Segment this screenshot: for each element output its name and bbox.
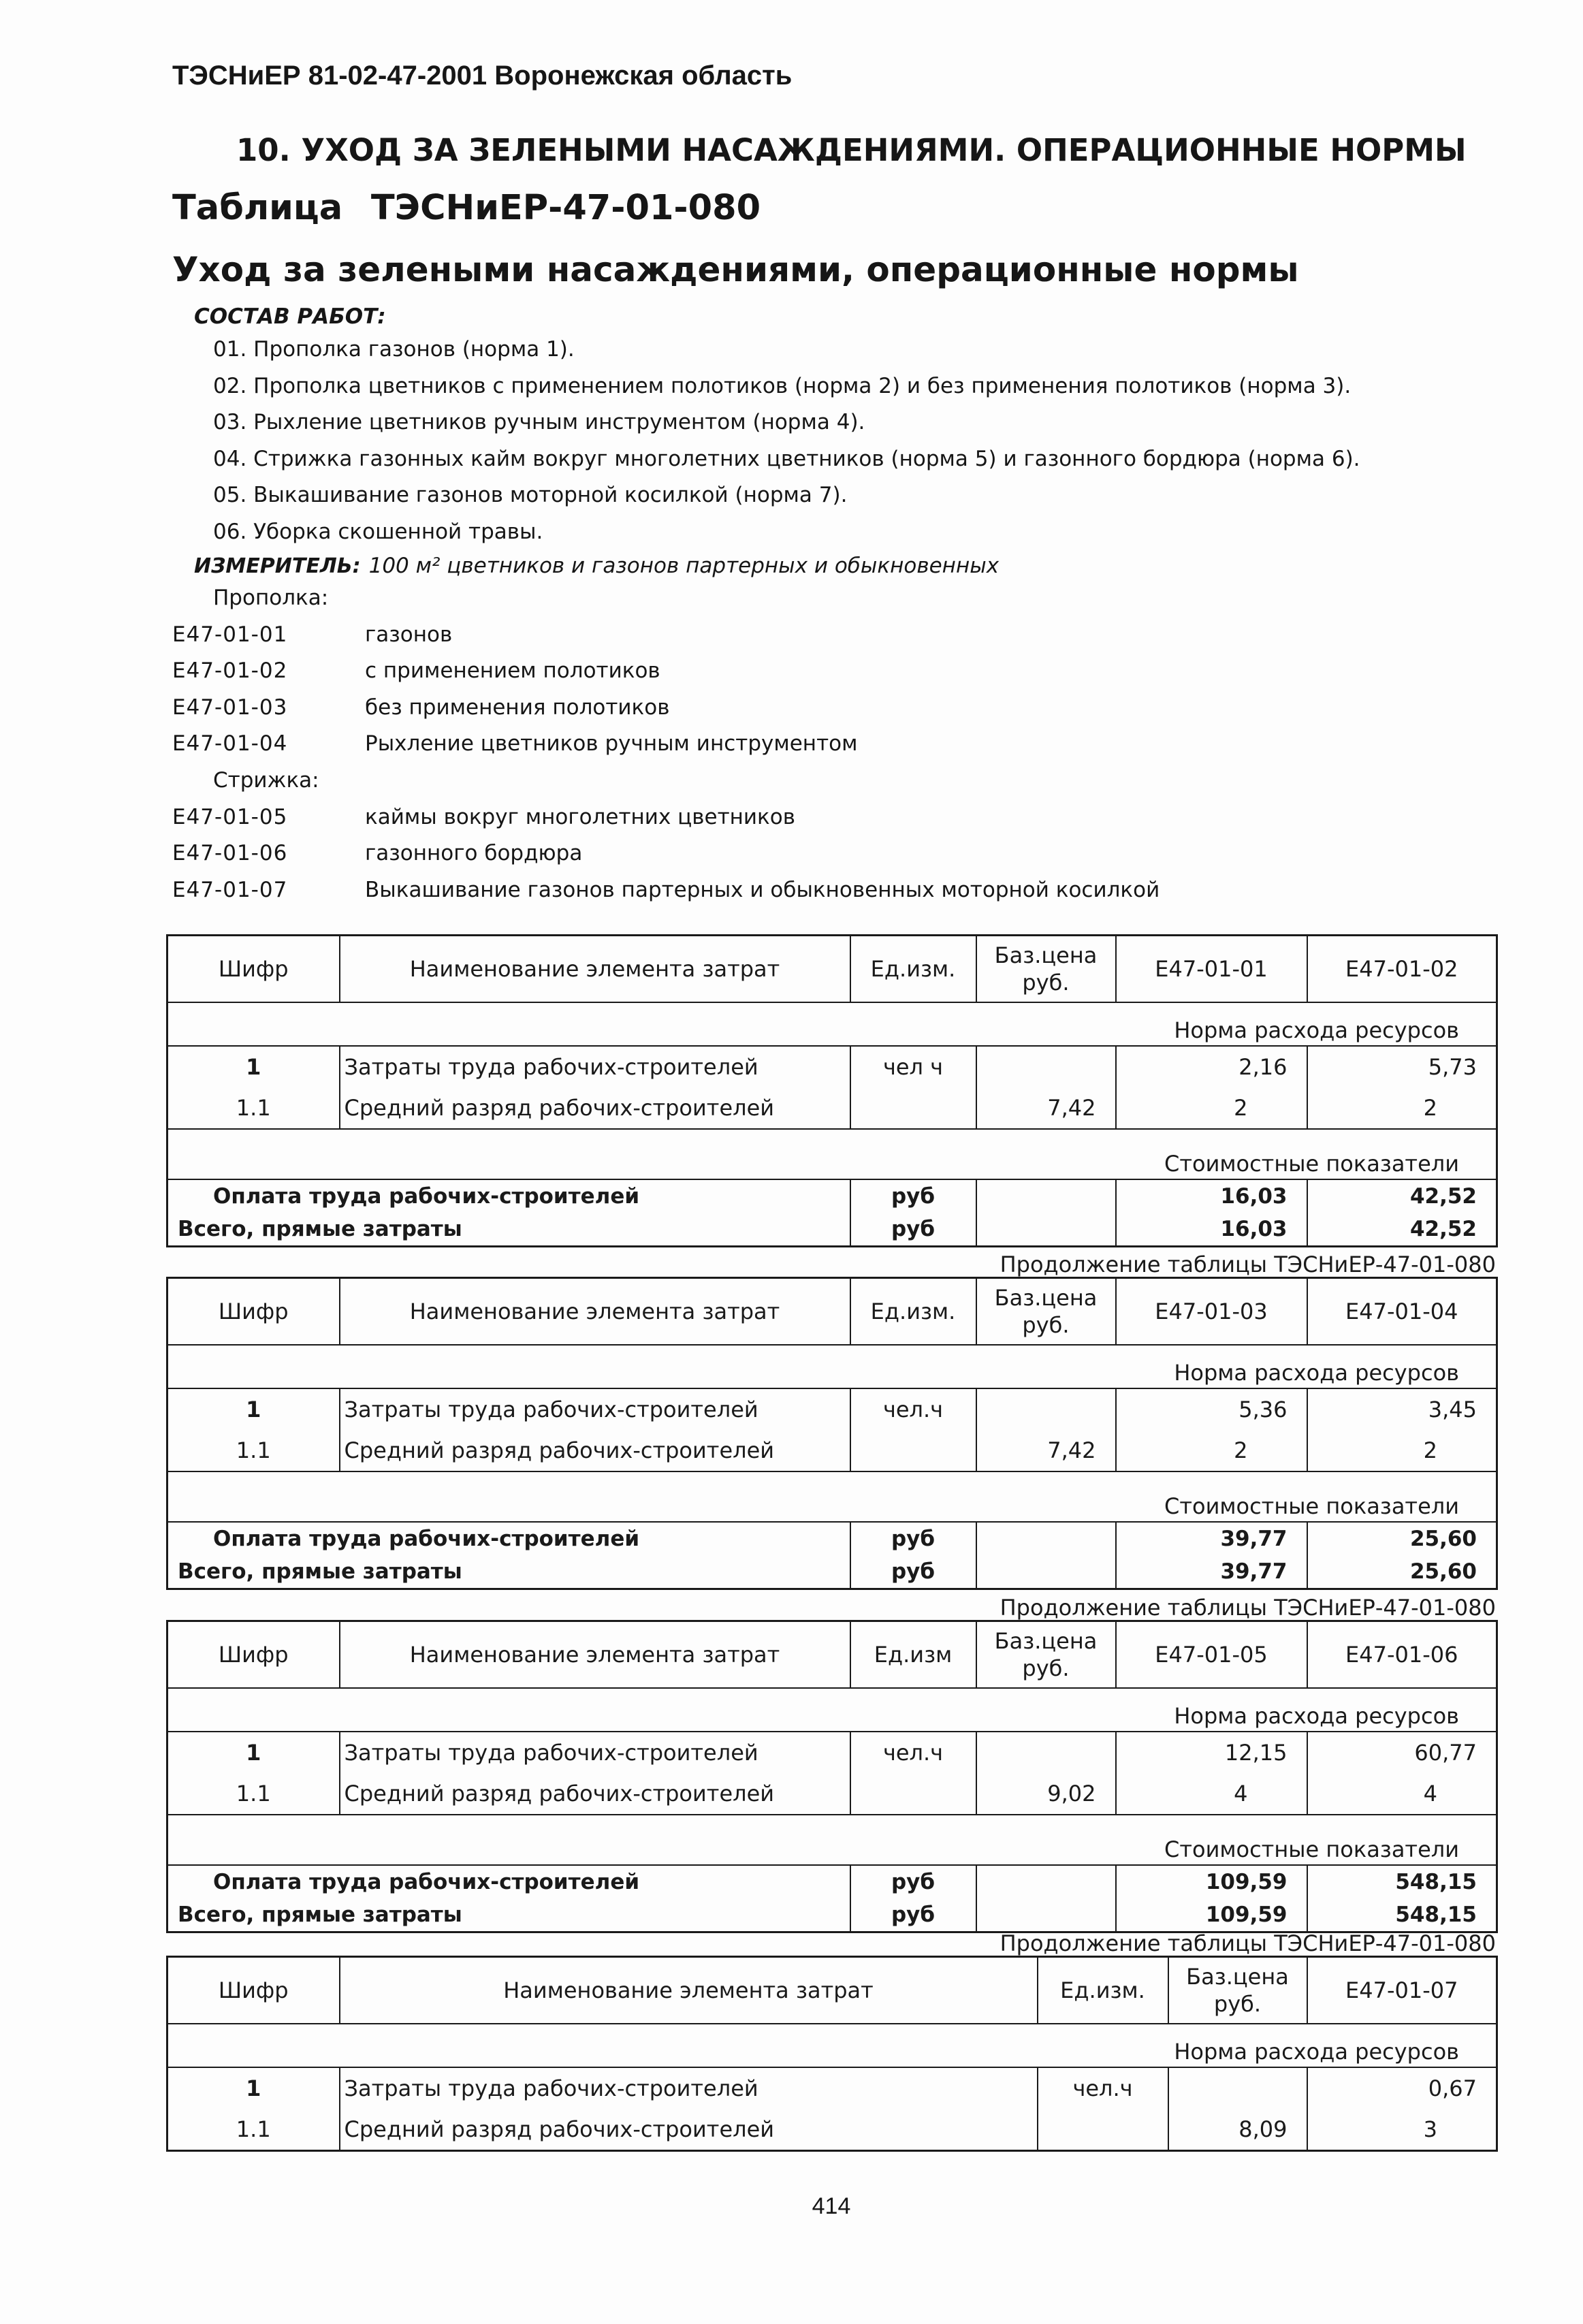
column-header-cost-element [340,1278,850,1346]
table-header-row [167,1278,1497,1346]
total-value: 25,60 [1307,1555,1497,1589]
cell-unit [850,1087,976,1129]
norm-group-row [172,580,1466,617]
norm-section-label: Норма расхода ресурсов [167,1345,1497,1388]
header-text: Баз.цена [1186,1964,1289,1990]
cell-code: 1 [167,1732,340,1773]
total-value: 39,77 [1116,1555,1307,1589]
norm-group-row [172,763,1466,799]
cell-cost-element: Затраты труда рабочих-строителей [340,2067,1038,2109]
cost-section-label: Стоимостные показатели [167,1471,1497,1522]
column-header-cost-element [340,1957,1038,2024]
cell-cost-element: Средний разряд рабочих-строителей [340,1430,850,1471]
total-value: 42,52 [1307,1213,1497,1247]
work-composition-item: 02. Прополка цветников с применением полотиков (норма 2) и без применения полотиков (норма 3). [213,373,1352,398]
total-row [167,1865,1497,1898]
work-composition-label: СОСТАВ РАБОТ: [194,304,386,329]
norm-row [172,617,1466,654]
table-row [167,1046,1497,1087]
cell-unit: чел ч [850,1046,976,1087]
table-row [167,2067,1497,2109]
cell-unit: чел.ч [850,1732,976,1773]
header-text: Шифр [218,1977,289,2003]
total-value: 548,15 [1307,1865,1497,1898]
norm-description: каймы вокруг многолетних цветников [365,804,796,829]
cell-code: 1 [167,2067,340,2109]
header-text: Е47-01-01 [1155,956,1268,982]
work-composition-item: 04. Стрижка газонных кайм вокруг многолетних цветников (норма 5) и газонного бордюра (норма 6). [213,446,1360,471]
cell-norm-value: 5,73 [1307,1046,1497,1087]
header-text: Наименование элемента затрат [409,1299,780,1324]
cell-unit: чел.ч [1038,2067,1168,2109]
table-row [167,1773,1497,1815]
cell-norm-value: 3,45 [1307,1388,1497,1430]
cell-norm-value: 2 [1307,1087,1497,1129]
cell-base-price: 9,02 [976,1773,1116,1815]
resource-norms-table [166,1277,1498,1590]
cell-cost-element: Затраты труда рабочих-строителей [340,1046,850,1087]
norm-group-label: Стрижка: [213,767,319,793]
resource-table-block [166,1595,1496,1933]
cell-cost-element: Средний разряд рабочих-строителей [340,1773,850,1815]
column-header-norm-code [1307,1278,1497,1346]
cell-cost-element: Затраты труда рабочих-строителей [340,1388,850,1430]
total-value: 16,03 [1116,1179,1307,1213]
total-value: 548,15 [1307,1898,1497,1932]
total-value: 25,60 [1307,1522,1497,1555]
norm-description: Выкашивание газонов партерных и обыкновенных моторной косилкой [365,877,1160,902]
norm-section-label: Норма расхода ресурсов [167,2024,1497,2067]
cell-cost-element: Затраты труда рабочих-строителей [340,1732,850,1773]
header-text: Ед.изм. [870,956,956,982]
cell-unit: чел.ч [850,1388,976,1430]
total-label: Оплата труда рабочих-строителей [167,1522,850,1555]
cost-section-row [167,1815,1497,1865]
table-continuation-caption: Продолжение таблицы ТЭСНиЕР-47-01-080 [1000,1595,1496,1621]
section-title: 10. УХОД ЗА ЗЕЛЕНЫМИ НАСАЖДЕНИЯМИ. ОПЕРАЦИОННЫЕ НОРМЫ [236,132,1467,168]
total-unit: руб [850,1898,976,1932]
column-header-norm-code [1116,936,1307,1003]
table-row [167,1732,1497,1773]
norm-row [172,835,1466,872]
header-text: Ед.изм. [870,1299,956,1324]
cell-code: 1 [167,1388,340,1430]
column-header-unit [850,1621,976,1689]
cell-base-price [976,1732,1116,1773]
header-text: Е47-01-02 [1345,956,1458,982]
norm-row [172,872,1466,909]
table-row [167,1430,1497,1471]
total-base-price [976,1865,1116,1898]
column-header-norm-code [1116,1621,1307,1689]
cell-norm-value: 4 [1307,1773,1497,1815]
header-text: руб. [1022,1655,1070,1681]
header-text: Шифр [218,1299,289,1324]
table-row [167,2109,1497,2151]
cell-code: 1.1 [167,1087,340,1129]
cell-norm-value: 2 [1116,1430,1307,1471]
header-text: руб. [1022,1312,1070,1338]
resource-norms-table [166,1956,1498,2152]
norm-code: Е47-01-02 [172,658,288,684]
cost-section-label: Стоимостные показатели [167,1815,1497,1865]
running-header: ТЭСНиЕР 81-02-47-2001 Воронежская область [172,61,793,91]
total-label: Оплата труда рабочих-строителей [167,1865,850,1898]
cell-norm-value: 2 [1116,1087,1307,1129]
cell-norm-value: 2 [1307,1430,1497,1471]
page-number: 414 [812,2193,851,2219]
total-value: 109,59 [1116,1898,1307,1932]
table-row [167,1388,1497,1430]
total-unit: руб [850,1865,976,1898]
column-header-code [167,1278,340,1346]
resource-norms-table [166,1620,1498,1933]
column-header-code [167,1957,340,2024]
norm-code: Е47-01-05 [172,804,288,829]
header-text: Наименование элемента затрат [409,1642,780,1668]
table-title: Таблица ТЭСНиЕР-47-01-080 [172,188,761,228]
total-row [167,1522,1497,1555]
norm-row [172,653,1466,690]
cell-norm-value: 4 [1116,1773,1307,1815]
table-continuation-caption: Продолжение таблицы ТЭСНиЕР-47-01-080 [1000,1252,1496,1277]
total-unit: руб [850,1522,976,1555]
header-text: Баз.цена [994,1285,1098,1311]
header-text: Е47-01-06 [1345,1642,1458,1668]
work-composition-item: 05. Выкашивание газонов моторной косилкой (норма 7). [213,483,848,508]
column-header-base-price [1168,1957,1307,2024]
norm-code: Е47-01-06 [172,841,288,866]
norm-row [172,799,1466,836]
cell-unit [1038,2109,1168,2151]
measure-line [194,552,999,580]
column-header-norm-code [1307,1957,1497,2024]
total-label: Всего, прямые затраты [167,1898,850,1932]
column-header-norm-code [1307,1621,1497,1689]
total-row [167,1179,1497,1213]
cell-unit [850,1430,976,1471]
norm-section-row [167,1002,1497,1046]
norm-group-label: Прополка: [213,586,329,610]
column-header-unit [1038,1957,1168,2024]
cell-norm-value: 2,16 [1116,1046,1307,1087]
work-composition-item: 01. Прополка газонов (норма 1). [213,337,575,362]
column-header-code [167,1621,340,1689]
header-text: Наименование элемента затрат [409,956,780,982]
total-base-price [976,1179,1116,1213]
column-header-base-price [976,936,1116,1003]
total-base-price [976,1522,1116,1555]
cell-norm-value: 60,77 [1307,1732,1497,1773]
norm-code: Е47-01-04 [172,731,288,757]
header-text: Шифр [218,1642,289,1668]
header-text: Ед.изм. [1060,1977,1145,2003]
cell-base-price [976,1046,1116,1087]
norm-section-row [167,2024,1497,2067]
table-row [167,1087,1497,1129]
total-row [167,1555,1497,1589]
header-text: Баз.цена [994,942,1098,968]
total-row [167,1898,1497,1932]
norm-description: без применения полотиков [365,695,670,720]
column-header-unit [850,936,976,1003]
total-base-price [976,1555,1116,1589]
norm-code: Е47-01-07 [172,877,288,902]
header-text: Шифр [218,956,289,982]
cell-norm-value: 12,15 [1116,1732,1307,1773]
cell-unit [850,1773,976,1815]
cell-code: 1.1 [167,1773,340,1815]
column-header-base-price [976,1621,1116,1689]
total-base-price [976,1213,1116,1247]
measure-value: 100 м² цветников и газонов партерных и обыкновенных [368,554,1000,578]
total-label: Оплата труда рабочих-строителей [167,1179,850,1213]
header-text: Е47-01-04 [1345,1299,1458,1324]
norm-section-label: Норма расхода ресурсов [167,1002,1497,1046]
work-composition-item: 06. Уборка скошенной травы. [213,519,543,544]
header-text: Е47-01-05 [1155,1642,1268,1668]
total-value: 42,52 [1307,1179,1497,1213]
norm-code: Е47-01-01 [172,622,288,647]
cell-norm-value: 3 [1307,2109,1497,2151]
total-value: 16,03 [1116,1213,1307,1247]
cell-base-price: 8,09 [1168,2109,1307,2151]
work-composition-list [213,332,1360,551]
cell-cost-element: Средний разряд рабочих-строителей [340,2109,1038,2151]
norm-description: газонов [365,622,453,647]
cell-code: 1.1 [167,1430,340,1471]
table-header-row [167,1957,1497,2024]
column-header-code [167,936,340,1003]
table-header-row [167,936,1497,1003]
norm-section-label: Норма расхода ресурсов [167,1688,1497,1732]
column-header-base-price [976,1278,1116,1346]
header-text: Е47-01-03 [1155,1299,1268,1324]
cell-norm-value: 5,36 [1116,1388,1307,1430]
resource-table-block [166,1930,1496,2152]
cell-base-price: 7,42 [976,1430,1116,1471]
cell-base-price [1168,2067,1307,2109]
total-label: Всего, прямые затраты [167,1213,850,1247]
column-header-cost-element [340,1621,850,1689]
total-row [167,1213,1497,1247]
header-text: руб. [1213,1991,1262,2017]
total-unit: руб [850,1213,976,1247]
norm-section-row [167,1345,1497,1388]
table-subtitle: Уход за зелеными насаждениями, операционные нормы [172,250,1299,289]
table-continuation-caption: Продолжение таблицы ТЭСНиЕР-47-01-080 [1000,1930,1496,1956]
total-value: 109,59 [1116,1865,1307,1898]
header-text: Ед.изм [874,1642,953,1668]
header-text: Е47-01-07 [1345,1977,1458,2003]
resource-table-block [166,1252,1496,1590]
norm-description: с применением полотиков [365,658,660,684]
total-value: 39,77 [1116,1522,1307,1555]
norm-description: газонного бордюра [365,841,583,866]
total-unit: руб [850,1555,976,1589]
norms-list [172,580,1466,908]
column-header-norm-code [1116,1278,1307,1346]
header-text: Наименование элемента затрат [503,1977,874,2003]
norm-description: Рыхление цветников ручным инструментом [365,731,858,757]
cell-norm-value: 0,67 [1307,2067,1497,2109]
total-base-price [976,1898,1116,1932]
table-header-row [167,1621,1497,1689]
column-header-norm-code [1307,936,1497,1003]
cell-base-price [976,1388,1116,1430]
norm-row [172,726,1466,763]
cell-cost-element: Средний разряд рабочих-строителей [340,1087,850,1129]
measure-label: ИЗМЕРИТЕЛЬ: [194,554,361,578]
column-header-unit [850,1278,976,1346]
header-text: Баз.цена [994,1628,1098,1654]
cost-section-row [167,1471,1497,1522]
norm-section-row [167,1688,1497,1732]
cost-section-label: Стоимостные показатели [167,1129,1497,1179]
total-label: Всего, прямые затраты [167,1555,850,1589]
cell-base-price: 7,42 [976,1087,1116,1129]
header-text: руб. [1022,970,1070,996]
resource-norms-table [166,934,1498,1247]
column-header-cost-element [340,936,850,1003]
total-unit: руб [850,1179,976,1213]
work-composition-item: 03. Рыхление цветников ручным инструментом (норма 4). [213,410,865,435]
resource-table-block [166,934,1496,1247]
cell-code: 1 [167,1046,340,1087]
norm-row [172,690,1466,727]
cell-code: 1.1 [167,2109,340,2151]
cost-section-row [167,1129,1497,1179]
norm-code: Е47-01-03 [172,695,288,720]
